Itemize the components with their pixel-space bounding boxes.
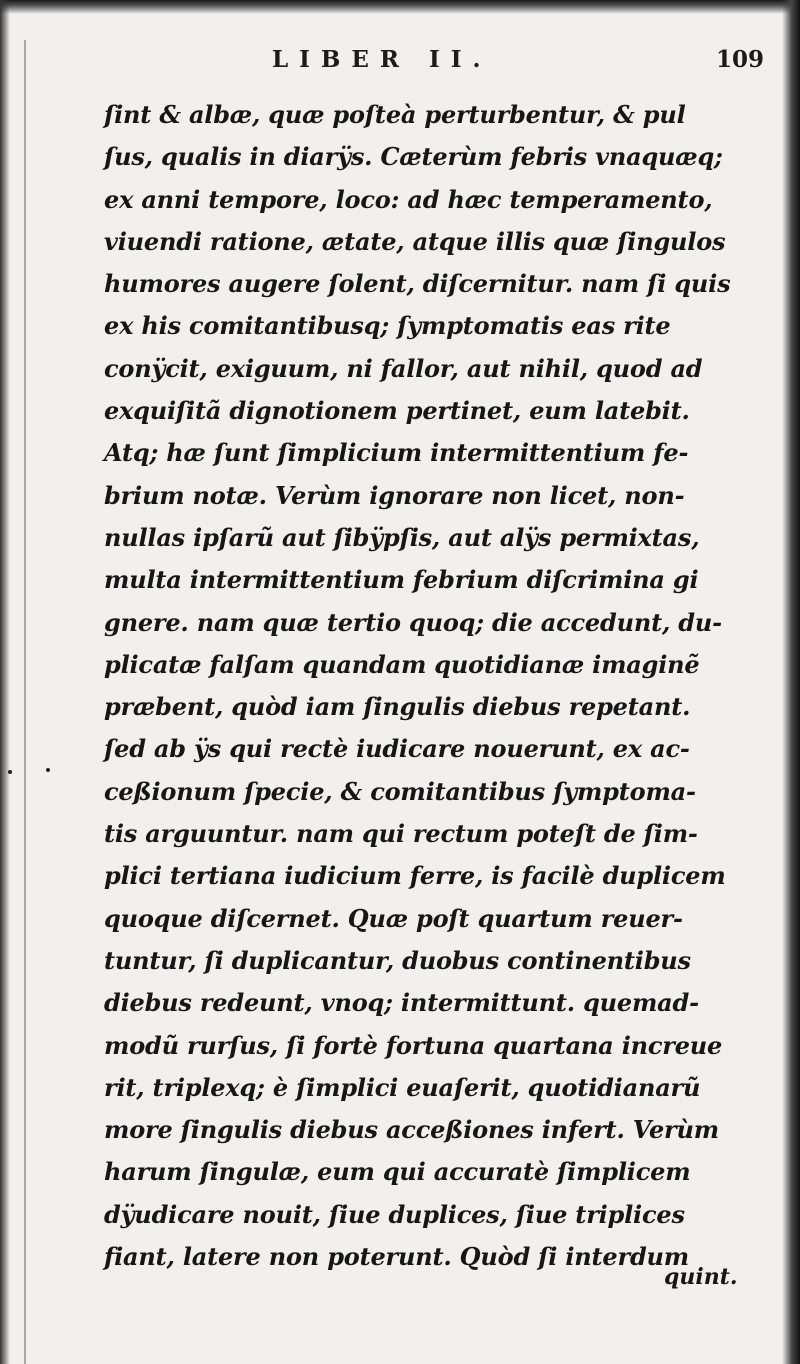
- text-line: præbent, quòd iam ſingulis diebus repetant.: [104, 692, 691, 722]
- text-line: ex his comitantibusq; ſymptomatis eas rite: [104, 311, 671, 341]
- page-number: 109: [716, 46, 765, 73]
- text-line: nullas ipſarũ aut ſibÿpſis, aut alÿs permixtas,: [104, 522, 700, 552]
- text-line: harum ſingulæ, eum qui accuratè ſimplicem: [104, 1157, 691, 1187]
- text-line: multa intermittentium febrium diſcrimina gi: [104, 565, 699, 595]
- text-line: plici tertiana iudicium ferre, is facilè duplicem: [104, 861, 726, 891]
- text-line: Atq; hæ ſunt ſimplicium intermittentium fe-: [104, 438, 689, 468]
- text-line: ex anni tempore, loco: ad hæc temperamento,: [104, 184, 713, 214]
- text-line: brium notæ. Verùm ignorare non licet, non-: [104, 480, 685, 510]
- text-line: ſed ab ÿs qui rectè iudicare nouerunt, ex ac-: [104, 734, 690, 764]
- running-title: LIBER II.: [272, 46, 492, 73]
- text-line: plicatæ falſam quandam quotidianæ imaginẽ: [104, 649, 700, 679]
- margin-mark: [8, 770, 12, 774]
- text-line: tis arguuntur. nam qui rectum poteſt de ſim-: [104, 819, 698, 849]
- text-line: ſus, qualis in diarÿs. Cæterùm febris vnaquæq;: [104, 142, 723, 172]
- text-line: ſint & albæ, quæ poſteà perturbentur, & pul: [104, 100, 686, 129]
- text-line: conÿcit, exiguum, ni fallor, aut nihil, quod ad: [104, 353, 703, 383]
- text-line: diebus redeunt, vnoq; intermittunt. quemad-: [104, 988, 699, 1018]
- catchword: quint.: [664, 1264, 738, 1290]
- text-line: ceßionum ſpecie, & comitantibus ſymptoma-: [104, 776, 696, 806]
- scan-edge-right: [782, 0, 800, 1364]
- gutter-line: [24, 40, 26, 1364]
- margin-mark: [46, 768, 50, 772]
- text-line: modũ rurſus, ſi fortè fortuna quartana increue: [104, 1030, 723, 1060]
- text-line: quoque diſcernet. Quæ poſt quartum reuer-: [104, 903, 683, 933]
- text-line: rit, triplexq; è ſimplici euaſerit, quotidianarũ: [104, 1072, 701, 1102]
- text-line: fiant, latere non poterunt. Quòd ſi interdum: [104, 1242, 689, 1272]
- body-text: [104, 94, 744, 1278]
- text-line: more ſingulis diebus acceßiones infert. Verùm: [104, 1115, 719, 1145]
- text-line: dÿudicare nouit, ſiue duplices, ſiue triplices: [104, 1199, 685, 1229]
- scan-edge-top: [0, 0, 800, 14]
- text-line: exquiſitã dignotionem pertinet, eum latebit.: [104, 396, 690, 426]
- text-line: gnere. nam quæ tertio quoq; die accedunt, du-: [104, 607, 722, 637]
- text-line: tuntur, ſi duplicantur, duobus continentibus: [104, 945, 691, 975]
- scan-edge-left: [0, 0, 10, 1364]
- text-line: humores augere ſolent, diſcernitur. nam ſi quis: [104, 269, 731, 299]
- text-line: viuendi ratione, ætate, atque illis quæ ſingulos: [104, 226, 726, 256]
